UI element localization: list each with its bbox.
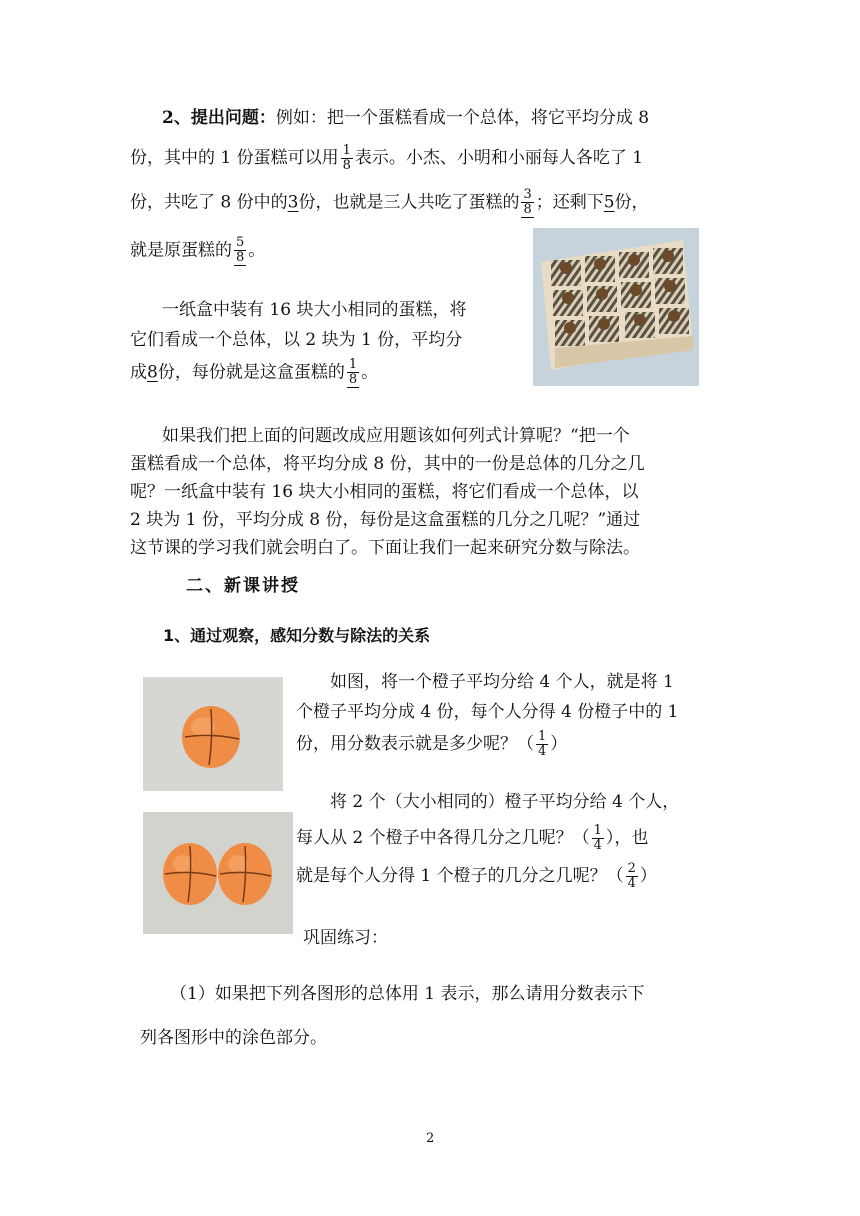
p1-text: 份，其中的 1 份蛋糕可以用 xyxy=(130,148,339,168)
page-number: 2 xyxy=(426,1131,435,1146)
fraction-1-8: $\frac{1}{8}$ xyxy=(342,143,351,173)
p1-text: 份， xyxy=(614,192,649,213)
p1-heading: 2、提出问题： xyxy=(162,108,276,128)
blank-left: 5 xyxy=(603,192,615,213)
p5-line2 xyxy=(296,824,648,853)
p1-text: 例如：把一个蛋糕看成一个总体，将它平均分成 8 xyxy=(275,108,650,128)
p1-line3 xyxy=(130,188,649,218)
q1-line2: 列各图形中的涂色部分。 xyxy=(140,1028,327,1048)
p1-line1 xyxy=(162,106,649,130)
section-title: 二、新课讲授 xyxy=(186,576,300,596)
fraction-1-8-box: $\frac{1}{8}$ xyxy=(348,357,358,387)
p3-line3: 呢？一纸盒中装有 16 块大小相同的蛋糕，将它们看成一个总体，以 xyxy=(130,482,639,502)
p5-line1: 将 2 个（大小相同的）橙子平均分给 4 个人， xyxy=(330,792,680,812)
fraction-5-8: $\frac{5}{8}$ xyxy=(236,235,245,265)
practice-label: 巩固练习： xyxy=(303,928,388,948)
fraction-3-8: $\frac{3}{8}$ xyxy=(523,187,532,217)
p1-text: 。 xyxy=(248,240,266,261)
p5-text: 就是每个人分得 1 个橙子的几分之几呢？（ xyxy=(296,866,624,886)
fraction-1-4-each: $\frac{1}{4}$ xyxy=(593,823,602,853)
p2-line1: 一纸盒中装有 16 块大小相同的蛋糕，将 xyxy=(162,300,467,320)
cake-box-photo xyxy=(533,228,699,386)
p4-text: ） xyxy=(550,734,568,754)
p5-line3 xyxy=(296,862,657,891)
p3-line2: 蛋糕看成一个总体，将平均分成 8 份，其中的一份是总体的几分之几 xyxy=(130,454,645,474)
orange-photo-double xyxy=(143,812,293,934)
subsection-title: 1、通过观察，感知分数与除法的关系 xyxy=(163,626,431,645)
p5-text: ） xyxy=(639,866,657,886)
p3-line1: 如果我们把上面的问题改成应用题该如何列式计算呢？“把一个 xyxy=(162,426,630,446)
p1-text: 份，也就是三人共吃了蛋糕的 xyxy=(298,192,520,213)
blank-parts: 8 xyxy=(147,362,158,383)
q1-line1: （1）如果把下列各图形的总体用 1 表示，那么请用分数表示下 xyxy=(170,984,645,1004)
p2-text: 份，每份就是这盒蛋糕的 xyxy=(157,362,345,383)
p1-text: 份，共吃了 8 份中的 xyxy=(130,192,288,213)
p1-text: ；还剩下 xyxy=(535,192,604,213)
fraction-2-4: $\frac{2}{4}$ xyxy=(627,861,636,891)
blank-eaten: 3 xyxy=(287,192,299,213)
p3-line5: 这节课的学习我们就会明白了。下面让我们一起来研究分数与除法。 xyxy=(130,538,640,558)
p4-line2: 个橙子平均分成 4 份，每个人分得 4 份橙子中的 1 xyxy=(296,702,679,722)
p4-text: 份，用分数表示就是多少呢？（ xyxy=(296,734,534,754)
p4-line3 xyxy=(296,730,567,759)
orange-photo-single xyxy=(143,677,283,791)
p2-text: 成 xyxy=(130,362,147,383)
p2-text: 。 xyxy=(361,362,379,383)
p5-text: ），也 xyxy=(605,828,649,848)
p1-text: 就是原蛋糕的 xyxy=(130,240,232,261)
p1-line4 xyxy=(130,236,265,266)
fraction-1-4-answer: $\frac{1}{4}$ xyxy=(538,729,547,759)
p5-text: 每人从 2 个橙子中各得几分之几呢？（ xyxy=(296,828,590,848)
p3-line4: 2 块为 1 份，平均分成 8 份，每份是这盒蛋糕的几分之几呢？”通过 xyxy=(130,510,641,530)
p4-line1: 如图，将一个橙子平均分给 4 个人，就是将 1 xyxy=(330,672,674,692)
p1-line2 xyxy=(130,144,643,173)
p2-line2: 它们看成一个总体，以 2 块为 1 份，平均分 xyxy=(130,330,463,350)
p2-line3 xyxy=(130,358,378,388)
p1-text: 表示。小杰、小明和小丽每人各吃了 1 xyxy=(354,148,644,168)
